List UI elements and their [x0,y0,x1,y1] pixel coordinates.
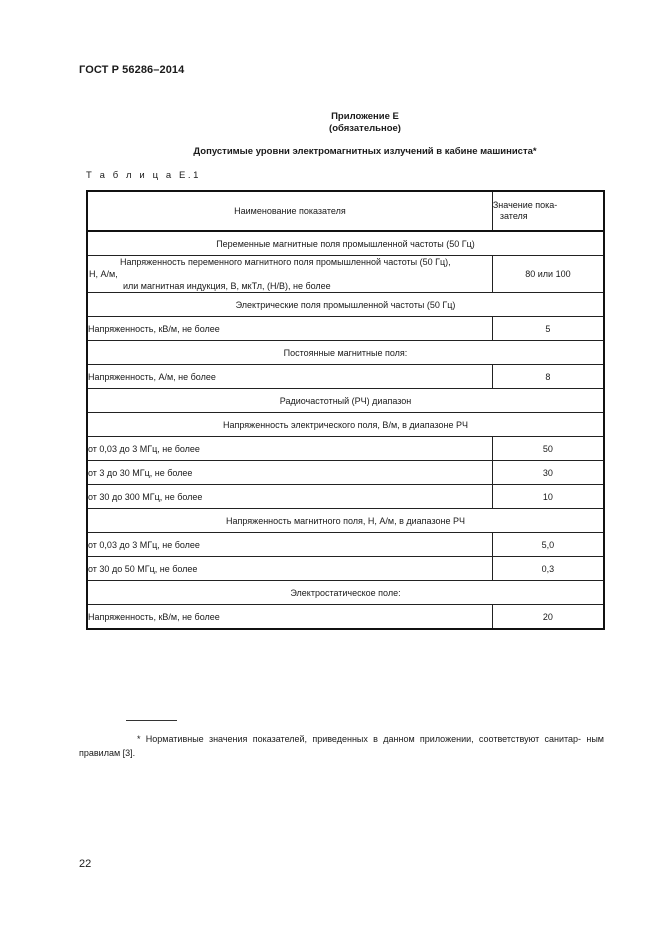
section-power-frequency-magnetic: Переменные магнитные поля промышленной частоты (50 Гц) [87,231,604,256]
row-value: 30 [492,461,604,485]
table-row [87,533,604,557]
column-header-value [492,191,604,231]
column-header-value-line2: зателя [499,211,528,221]
row-value: 80 или 100 [492,256,604,293]
row-name: от 30 до 50 МГц, не более [87,557,492,581]
row-name-line1: Напряженность переменного магнитного поля промышленной частоты (50 Гц), [120,257,451,267]
section-row [87,413,604,437]
section-rf-magnetic-field: Напряженность магнитного поля, Н, А/м, в диапазоне РЧ [87,509,604,533]
row-magnetic-field-strength [87,256,492,293]
table-row [87,365,604,389]
row-name-line2: Н, А/м, [89,269,118,279]
section-row [87,293,604,317]
footnote-divider [126,720,177,721]
table-row [87,557,604,581]
row-name: от 30 до 300 МГц, не более [87,485,492,509]
section-power-frequency-electric: Электрические поля промышленной частоты (50 Гц) [87,293,604,317]
row-value: 5,0 [492,533,604,557]
footnote [79,732,604,760]
appendix-title: Приложение Е [331,111,399,122]
row-value: 5 [492,317,604,341]
row-value: 0,3 [492,557,604,581]
section-row [87,389,604,413]
column-header-name: Наименование показателя [87,191,492,231]
appendix-status: (обязательное) [329,123,401,134]
footnote-line1: * Нормативные значения показателей, приведенных в данном приложении, соответствуют санитар- [137,734,582,744]
row-value: 10 [492,485,604,509]
page-number: 22 [79,858,92,870]
section-static-magnetic: Постоянные магнитные поля: [87,341,604,365]
row-name: Напряженность, кВ/м, не более [87,317,492,341]
section-row [87,509,604,533]
row-name: Напряженность, А/м, не более [87,365,492,389]
row-value: 50 [492,437,604,461]
table-row [87,256,604,293]
row-name-line3: или магнитная индукция, В, мкТл, (Н/В), не более [123,281,331,291]
table-row [87,485,604,509]
row-value: 8 [492,365,604,389]
section-row [87,581,604,605]
row-name: от 0,03 до 3 МГц, не более [87,533,492,557]
section-electrostatic: Электростатическое поле: [87,581,604,605]
section-radio-frequency: Радиочастотный (РЧ) диапазон [87,389,604,413]
footnote-line2: ным правилам [3]. [79,734,604,758]
table-caption: Допустимые уровни электромагнитных излучений в кабине машиниста* [193,146,537,157]
section-row [87,231,604,256]
row-name: от 3 до 30 МГц, не более [87,461,492,485]
section-row [87,341,604,365]
table-row [87,605,604,630]
document-code: ГОСТ Р 56286–2014 [79,64,185,76]
emission-levels-table [86,190,605,630]
table-row [87,317,604,341]
table-row [87,437,604,461]
row-value: 20 [492,605,604,630]
section-rf-electric-field: Напряженность электрического поля, В/м, в диапазоне РЧ [87,413,604,437]
column-header-value-line1: Значение пока- [492,200,558,210]
row-name: Напряженность, кВ/м, не более [87,605,492,630]
row-name: от 0,03 до 3 МГц, не более [87,437,492,461]
appendix-heading [300,111,430,135]
table-row [87,461,604,485]
table-label: Т а б л и ц а Е.1 [86,170,202,181]
table-header-row [87,191,604,231]
